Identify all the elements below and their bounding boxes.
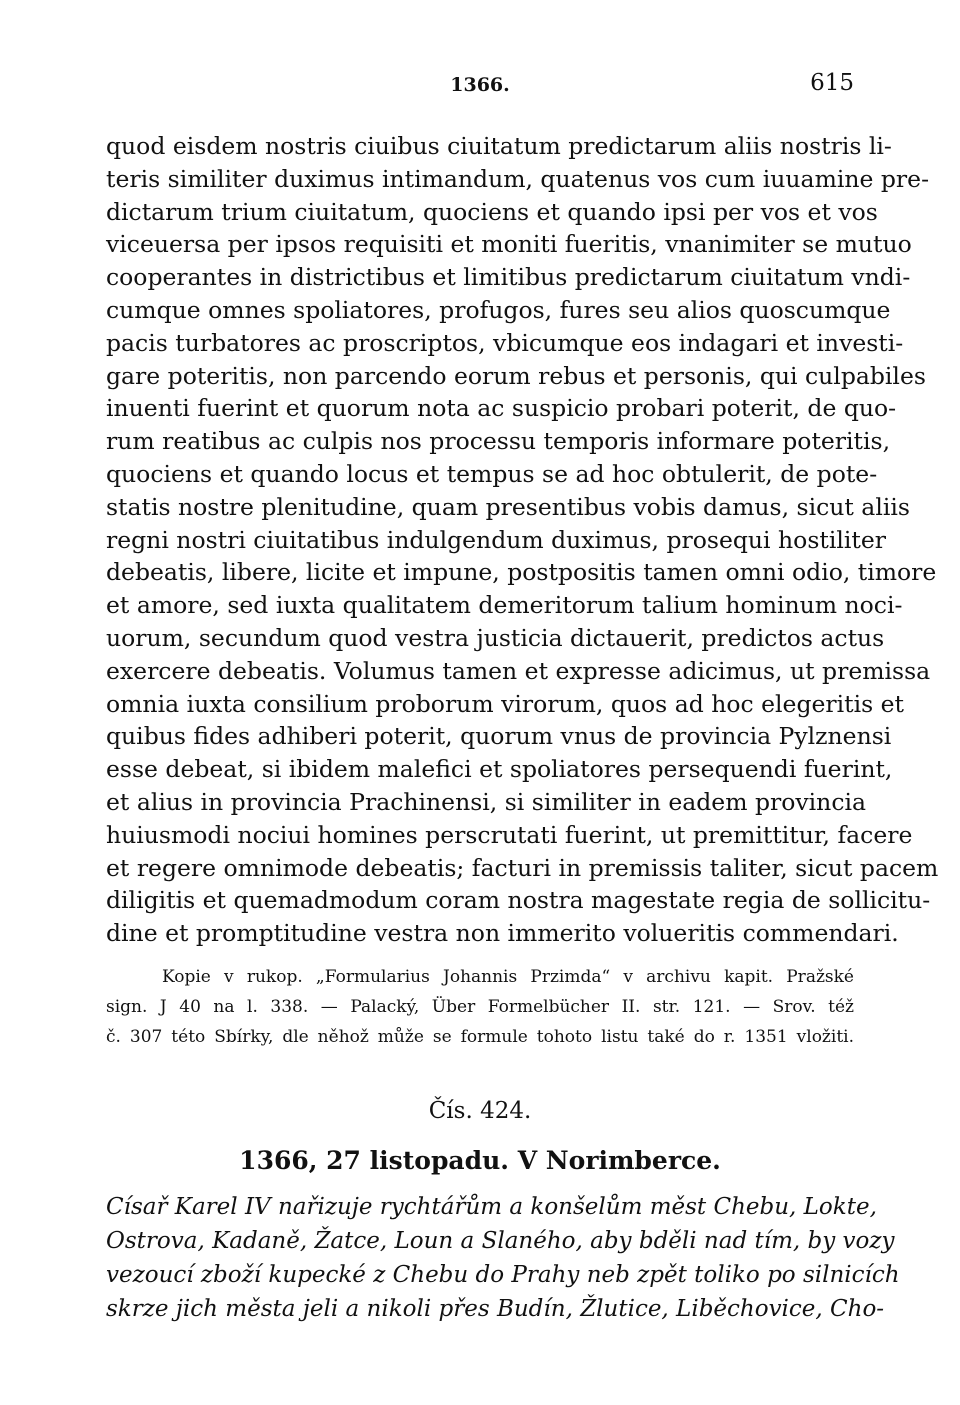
text-line: gare poteritis, non parcendo eorum rebus et personis, qui culpabiles <box>106 361 926 390</box>
text-line: dictarum trium ciuitatum, quociens et quando ipsi per vos et vos <box>106 197 878 226</box>
text-line: teris similiter duximus intimandum, quatenus vos cum iuuamine pre- <box>106 164 930 193</box>
text-line: regni nostri ciuitatibus indulgendum duximus, prosequi hostiliter <box>106 525 886 554</box>
page-number: 615 <box>810 70 854 96</box>
abstract-line: skrze jich města jeli a nikoli přes Budín, Žlutice, Liběchovice, Cho- <box>106 1296 885 1322</box>
document-title: 1366, 27 listopadu. V Norimberce. <box>239 1146 721 1175</box>
text-line: dine et promptitudine vestra non immerito volueritis commendari. <box>106 919 899 948</box>
text-line: cooperantes in districtibus et limitibus predictarum ciuitatum vndi- <box>106 263 911 292</box>
text-line: exercere debeatis. Volumus tamen et expresse adicimus, ut premissa <box>106 656 931 685</box>
text-line: quod eisdem nostris ciuibus ciuitatum predictarum aliis nostris li- <box>106 132 892 160</box>
text-line: inuenti fuerint et quorum nota ac suspicio probari poterit, de quo- <box>106 394 897 423</box>
text-line: pacis turbatores ac proscriptos, vbicumque eos indagari et investi- <box>106 328 904 357</box>
document-number: Čís. 424. <box>428 1098 532 1124</box>
text-line: statis nostre plenitudine, quam presentibus vobis damus, sicut aliis <box>106 492 910 521</box>
text-line: cumque omnes spoliatores, profugos, fures seu alios quoscumque <box>106 295 891 324</box>
note-line: č. 307 této Sbírky, dle něhož může se formule tohoto listu také do r. 1351 vložiti. <box>106 1027 854 1047</box>
abstract-line: Císař Karel IV nařizuje rychtářům a konšelům měst Chebu, Lokte, <box>106 1194 877 1220</box>
document-abstract <box>106 1190 900 1326</box>
text-line: rum reatibus ac culpis nos processu temporis informare poteritis, <box>106 427 891 456</box>
text-line: debeatis, libere, licite et impune, postpositis tamen omni odio, timore <box>106 558 937 587</box>
source-note <box>106 962 854 1052</box>
abstract-line: vezoucí zboží kupecké z Chebu do Prahy neb zpět toliko po silnicích <box>106 1262 900 1288</box>
main-text <box>106 130 939 950</box>
text-line: quociens et quando locus et tempus se ad hoc obtulerit, de pote- <box>106 459 878 488</box>
page-header <box>106 68 854 100</box>
text-line: et regere omnimode debeatis; facturi in premissis taliter, sicut pacem <box>106 853 939 882</box>
text-line: quibus fides adhiberi poterit, quorum vnus de provincia Pylznensi <box>106 722 892 751</box>
text-line: esse debeat, si ibidem malefici et spoliatores persequendi fuerint, <box>106 755 893 784</box>
running-head-year: 1366. <box>450 74 510 96</box>
text-line: viceuersa per ipsos requisiti et moniti fueritis, vnanimiter se mutuo <box>106 230 912 259</box>
abstract-line: Ostrova, Kadaně, Žatce, Loun a Slaného, aby bděli nad tím, by vozy <box>106 1228 895 1254</box>
text-line: uorum, secundum quod vestra justicia dictauerit, predictos actus <box>106 623 885 652</box>
note-line: Kopie v rukop. „Formularius Johannis Przimda“ v archivu kapit. Pražské <box>162 967 854 987</box>
text-line: omnia iuxta consilium proborum virorum, quos ad hoc elegeritis et <box>106 689 905 718</box>
text-line: huiusmodi nociui homines perscrutati fuerint, ut premittitur, facere <box>106 820 913 849</box>
text-line: diligitis et quemadmodum coram nostra magestate regia de sollicitu- <box>106 886 931 915</box>
note-line: sign. J 40 na l. 338. — Palacký, Über Formelbücher II. str. 121. — Srov. též <box>106 997 854 1017</box>
text-line: et amore, sed iuxta qualitatem demeritorum talium hominum noci- <box>106 591 903 620</box>
text-line: et alius in provincia Prachinensi, si similiter in eadem provincia <box>106 787 867 816</box>
